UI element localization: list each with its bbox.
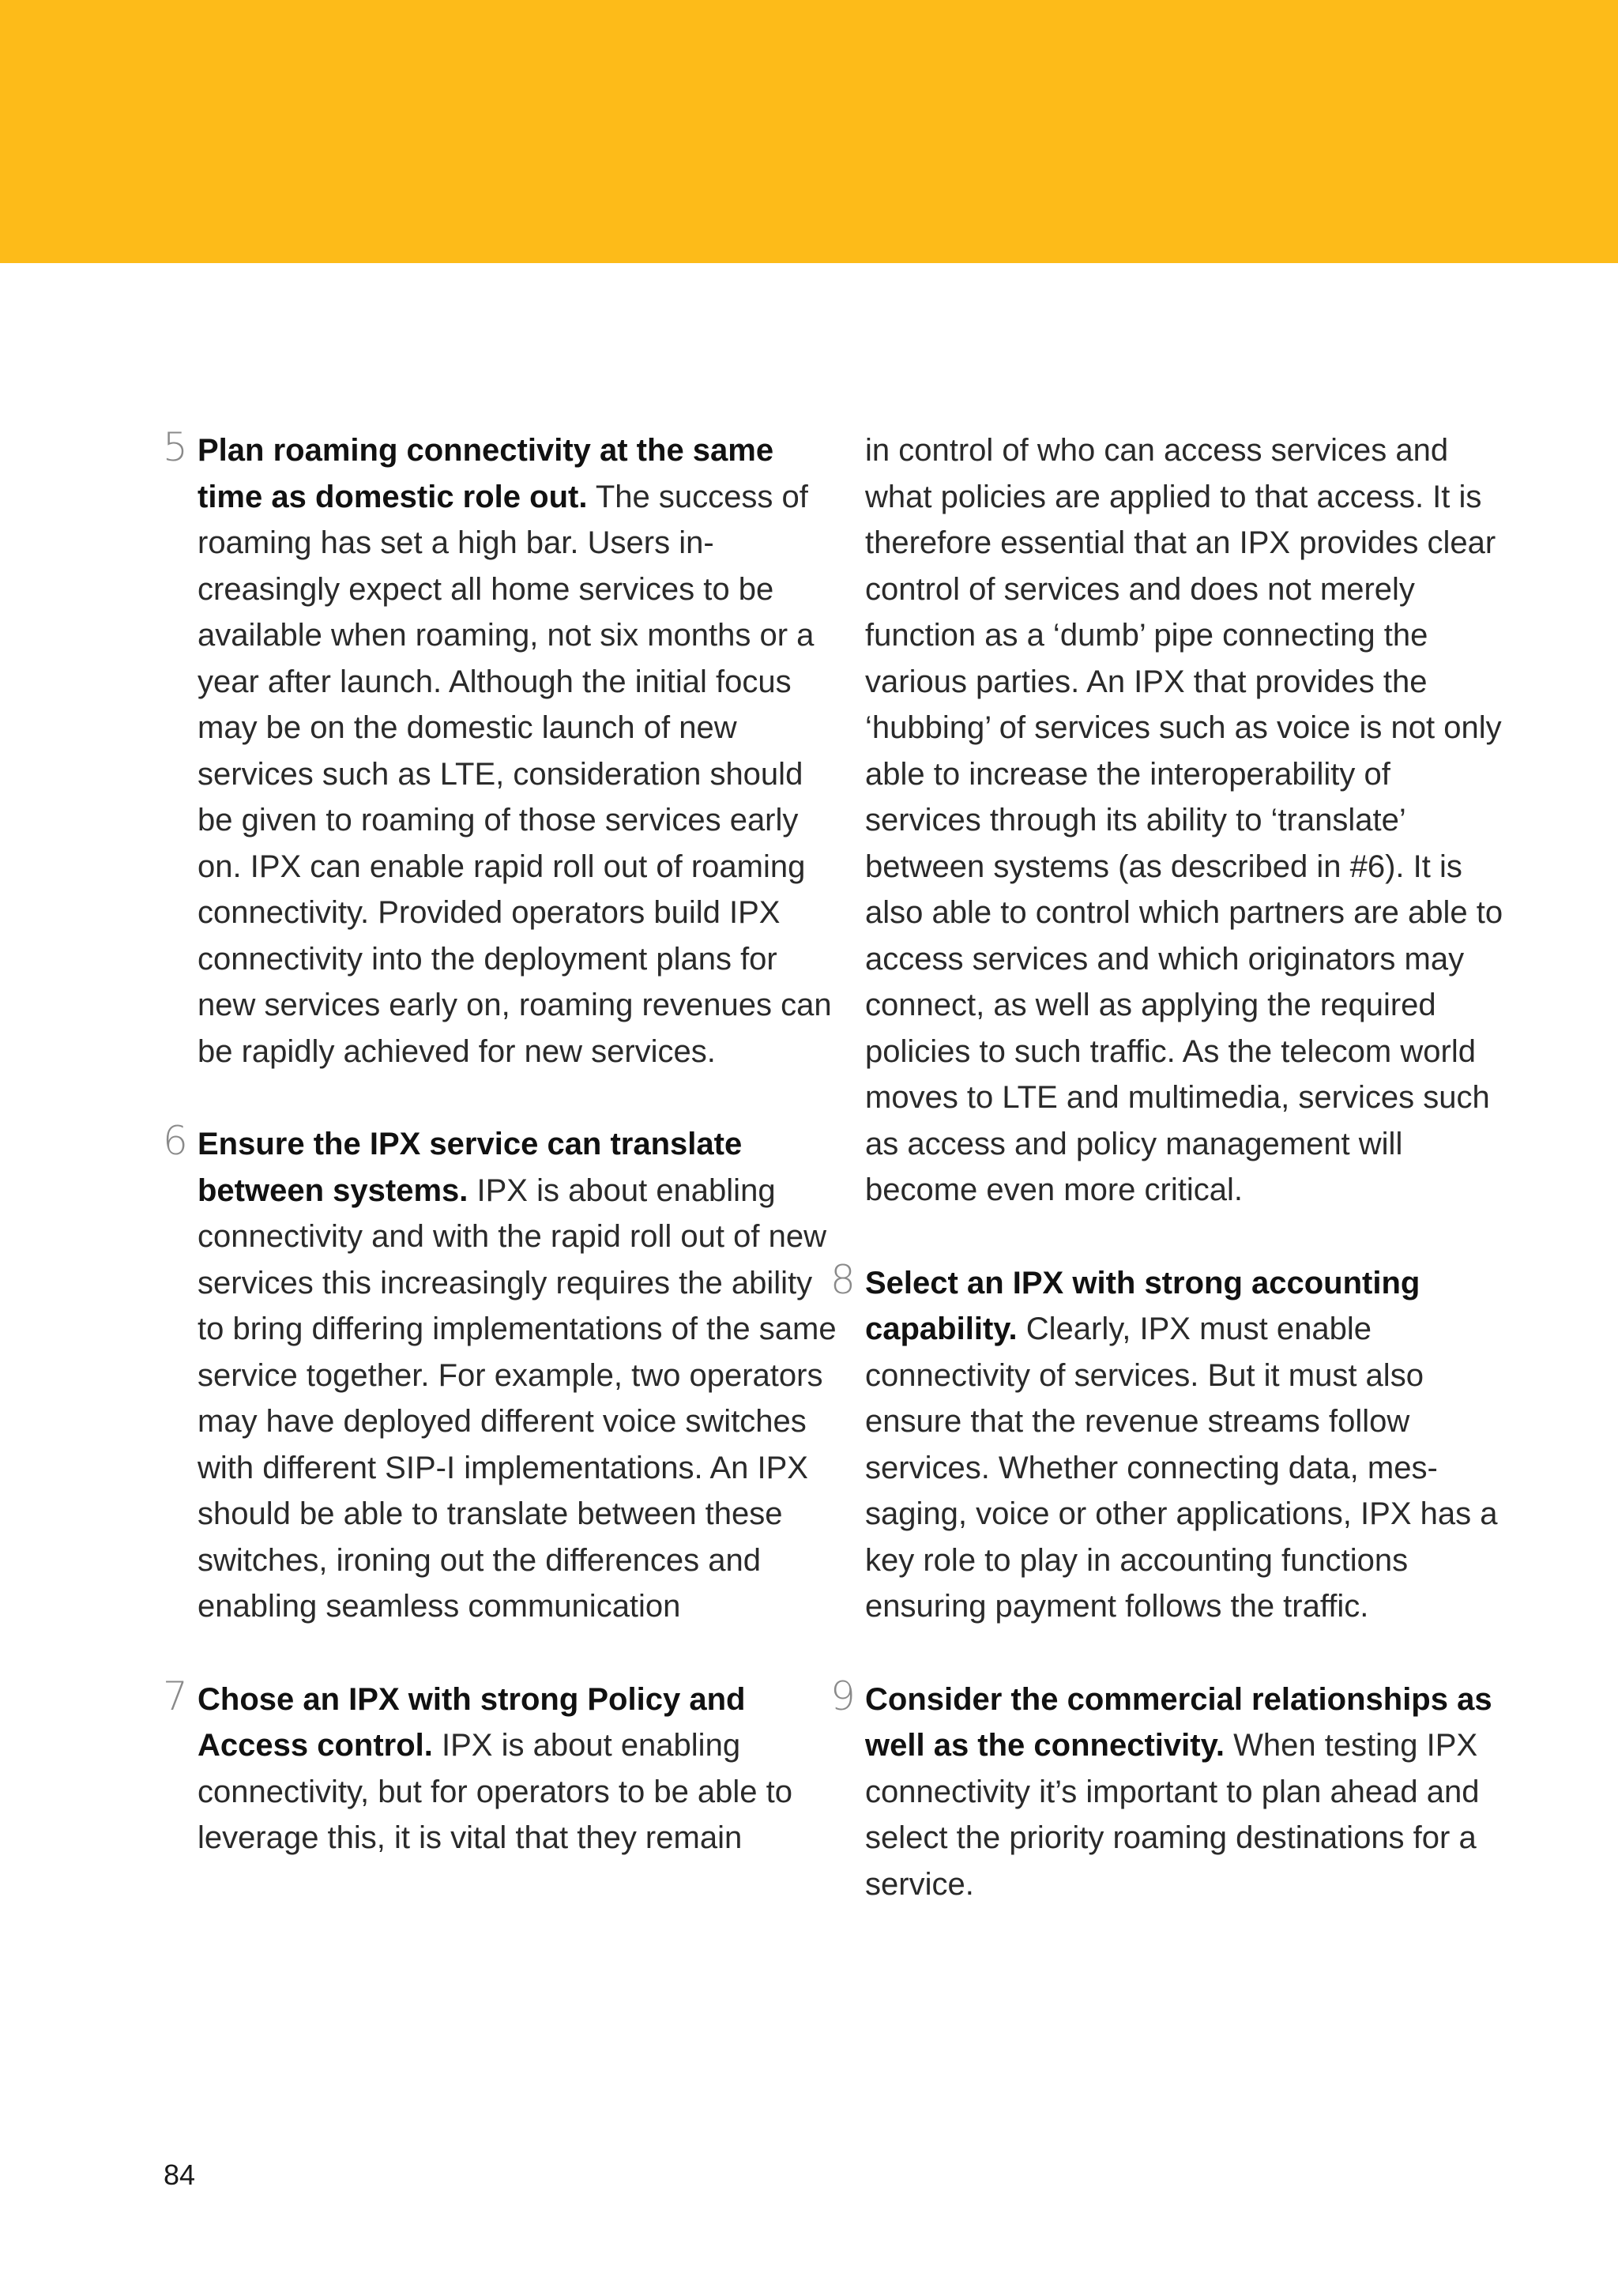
point-number: 5	[163, 424, 188, 470]
point-5	[163, 424, 839, 1075]
point-7	[163, 1673, 839, 1861]
page-number: 84	[164, 2159, 196, 2191]
right-column	[830, 427, 1507, 1907]
point-7-continuation: in control of who can access services and what policies are applied to that access. It is therefore essential that an IPX provides clear control of services and does not merely function as a ‘dumb’ pipe connecting the various parties. An IPX that provides the ‘hubbing’ of services such as voice is not only able to increase the interoperability of services through its ability to ‘translate’ between systems (as described in #6). It is also able to control which partners are able to access services and which originators may connect, as well as applying the required policies to such traffic. As the telecom world moves to LTE and multimedia, services such as access and policy management will become even more critical.	[865, 433, 1503, 1207]
point-heading: Plan roaming connectivity at the same time as domestic role out.	[198, 433, 774, 514]
point-heading: Select an IPX with strong accounting capability.	[865, 1265, 1420, 1346]
point-body: Clearly, IPX must enable connectivity of services. But it must also ensure that the revenue streams follow services. Whether connecting data, messaging, voice or other applications, IPX has a key role to play in accounting functions ensuring payment follows the traffic.	[865, 1312, 1498, 1624]
point-body: The success of roaming has set a high bar. Users increasingly expect all home services to be available when roaming, not six months or a year after launch. Although the initial focus may be on the domestic launch of new services such as LTE, consideration should be given to roaming of those services early on. IPX can enable rapid roll out of roaming connectivity. Provided operators build IPX connectivity into the deployment plans for new services early on, roaming revenues can be rapidly achieved for new services.	[198, 479, 832, 1069]
point-number: 7	[163, 1673, 188, 1719]
left-column	[163, 424, 839, 1861]
point-number: 6	[163, 1118, 188, 1164]
point-heading: Consider the commercial relationships as well as the connectivity.	[865, 1681, 1492, 1763]
point-heading: Chose an IPX with strong Policy and Access control.	[198, 1681, 746, 1763]
point-6	[163, 1118, 839, 1630]
header-color-band	[0, 0, 1618, 263]
point-9	[830, 1673, 1507, 1908]
point-body: IPX is about enabling connectivity, but for operators to be able to leverage this, it is vital that they remain	[198, 1728, 793, 1855]
point-number: 9	[830, 1673, 856, 1719]
point-heading: Ensure the IPX service can translate between systems.	[198, 1127, 743, 1208]
point-body: When testing IPX connectivity it’s important to plan ahead and select the priority roaming destinations for a service.	[865, 1728, 1480, 1902]
point-body: IPX is about enabling connectivity and with the rapid roll out of new services this increasingly requires the ability to bring differing implementations of the same service together. For example, two operators may have deployed different voice switches with different SIP-I implementations. An IPX should be able to translate between these switches, ironing out the differences and enabling seamless communication	[198, 1172, 837, 1624]
point-8	[830, 1256, 1507, 1630]
point-number: 8	[830, 1256, 856, 1303]
